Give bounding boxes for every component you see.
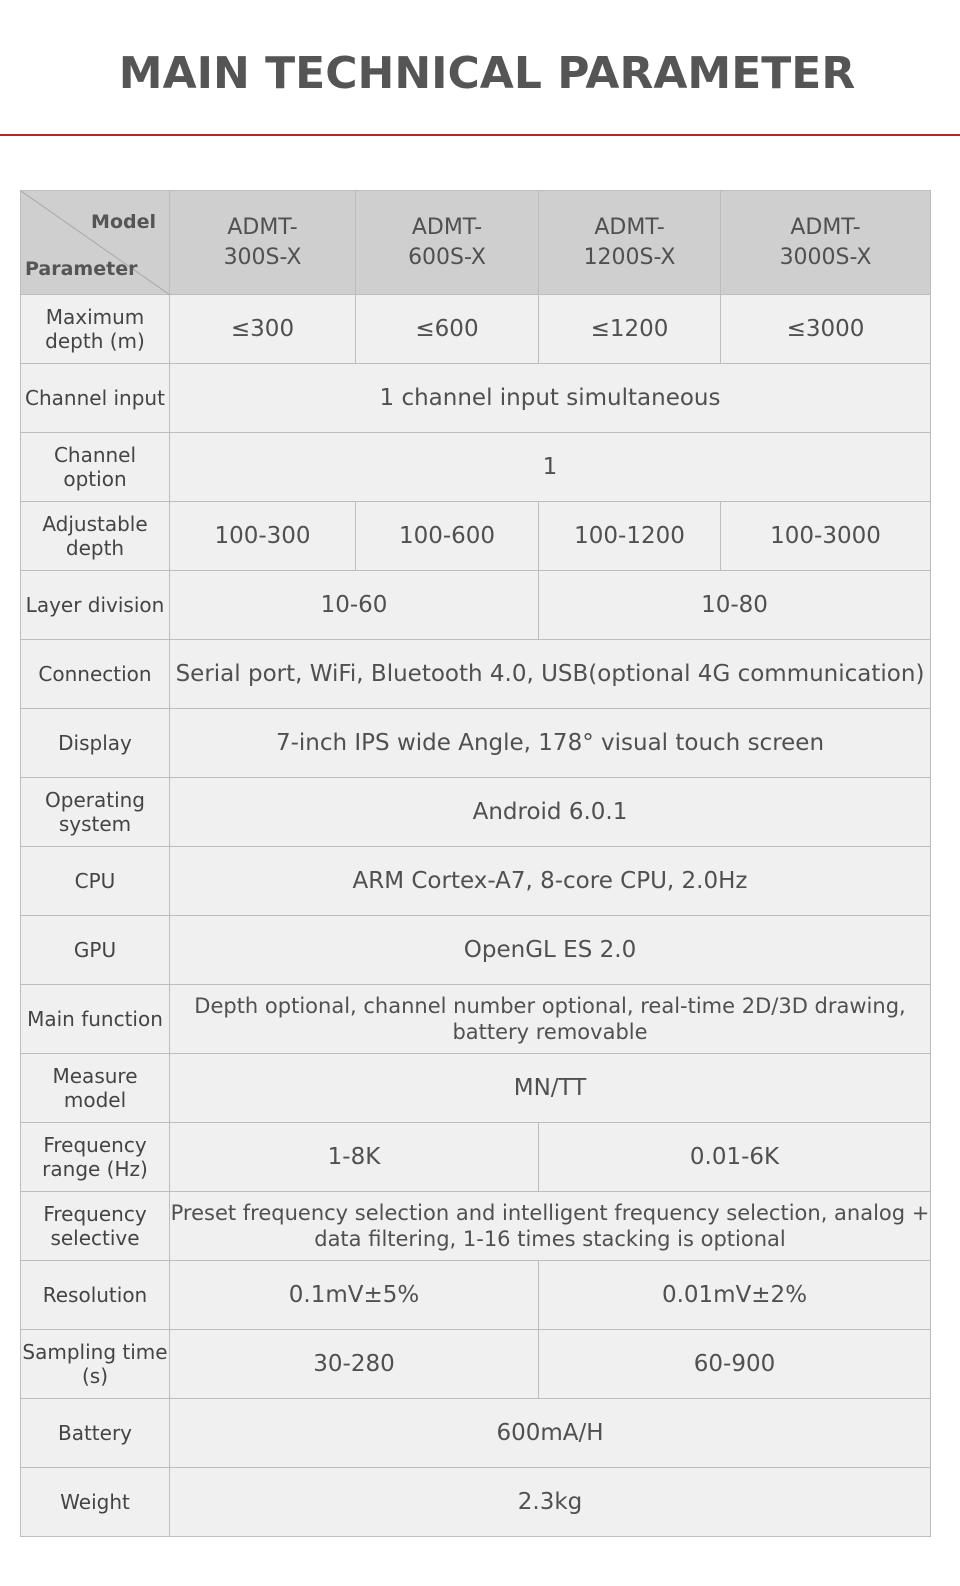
parameter-name: Main function [21, 985, 170, 1054]
parameter-value: 10-60 [170, 571, 539, 640]
parameter-value: 7-inch IPS wide Angle, 178° visual touch screen [170, 709, 931, 778]
parameter-value: ARM Cortex-A7, 8-core CPU, 2.0Hz [170, 847, 931, 916]
parameter-name: Adjustable depth [21, 502, 170, 571]
parameter-name: Channel option [21, 433, 170, 502]
table-row [21, 295, 931, 364]
parameter-name: Operating system [21, 778, 170, 847]
parameter-value: Depth optional, channel number optional, real-time 2D/3D drawing, battery removable [170, 985, 931, 1054]
table-row [21, 916, 931, 985]
table-row [21, 985, 931, 1054]
parameter-value: 1-8K [170, 1123, 539, 1192]
parameter-value: ≤300 [170, 295, 356, 364]
parameter-name: Connection [21, 640, 170, 709]
parameter-name: Display [21, 709, 170, 778]
parameter-name: Channel input [21, 364, 170, 433]
parameter-name: Layer division [21, 571, 170, 640]
parameter-name: Frequency selective [21, 1192, 170, 1261]
table-row [21, 1468, 931, 1537]
table-row [21, 847, 931, 916]
parameter-value: ≤3000 [721, 295, 931, 364]
model-header: ADMT-300S-X [170, 191, 356, 295]
parameter-value: OpenGL ES 2.0 [170, 916, 931, 985]
parameter-value: Android 6.0.1 [170, 778, 931, 847]
parameter-value: 30-280 [170, 1330, 539, 1399]
parameter-value: Serial port, WiFi, Bluetooth 4.0, USB(optional 4G communication) [170, 640, 931, 709]
table-row [21, 433, 931, 502]
parameter-value: 100-3000 [721, 502, 931, 571]
parameter-name: Frequency range (Hz) [21, 1123, 170, 1192]
parameter-value: 600mA/H [170, 1399, 931, 1468]
table-row [21, 364, 931, 433]
table-row [21, 640, 931, 709]
parameter-value: 1 [170, 433, 931, 502]
parameter-name: Weight [21, 1468, 170, 1537]
header-row [21, 191, 931, 295]
model-label: Model [91, 211, 156, 233]
table-row [21, 1054, 931, 1123]
parameter-value: 0.01mV±2% [539, 1261, 931, 1330]
table-row [21, 502, 931, 571]
parameter-label: Parameter [25, 258, 138, 280]
corner-header-cell [21, 191, 170, 295]
model-header: ADMT-3000S-X [721, 191, 931, 295]
table-row [21, 778, 931, 847]
table-row [21, 1330, 931, 1399]
model-header: ADMT-1200S-X [539, 191, 721, 295]
parameter-name: Resolution [21, 1261, 170, 1330]
parameter-name: Maximum depth (m) [21, 295, 170, 364]
parameter-value: 1 channel input simultaneous [170, 364, 931, 433]
parameter-value: 2.3kg [170, 1468, 931, 1537]
parameter-value: 100-300 [170, 502, 356, 571]
parameter-name: GPU [21, 916, 170, 985]
parameter-value: 0.01-6K [539, 1123, 931, 1192]
parameter-value: MN/TT [170, 1054, 931, 1123]
parameter-value: ≤1200 [539, 295, 721, 364]
parameter-value: 100-1200 [539, 502, 721, 571]
page-title: MAIN TECHNICAL PARAMETER [118, 48, 856, 99]
table-row [21, 1399, 931, 1468]
parameter-value: 60-900 [539, 1330, 931, 1399]
parameter-value: 100-600 [356, 502, 539, 571]
table-row [21, 1192, 931, 1261]
spec-table [20, 190, 931, 1537]
table-row [21, 571, 931, 640]
parameter-name: CPU [21, 847, 170, 916]
table-row [21, 709, 931, 778]
table-row [21, 1261, 931, 1330]
parameter-name: Sampling time (s) [21, 1330, 170, 1399]
model-header: ADMT-600S-X [356, 191, 539, 295]
title-divider [0, 134, 960, 136]
table-row [21, 1123, 931, 1192]
parameter-name: Measure model [21, 1054, 170, 1123]
parameter-value: ≤600 [356, 295, 539, 364]
parameter-value: Preset frequency selection and intelligent frequency selection, analog + data filtering, 1-16 times stacking is optional [170, 1192, 931, 1261]
parameter-value: 0.1mV±5% [170, 1261, 539, 1330]
parameter-value: 10-80 [539, 571, 931, 640]
parameter-name: Battery [21, 1399, 170, 1468]
